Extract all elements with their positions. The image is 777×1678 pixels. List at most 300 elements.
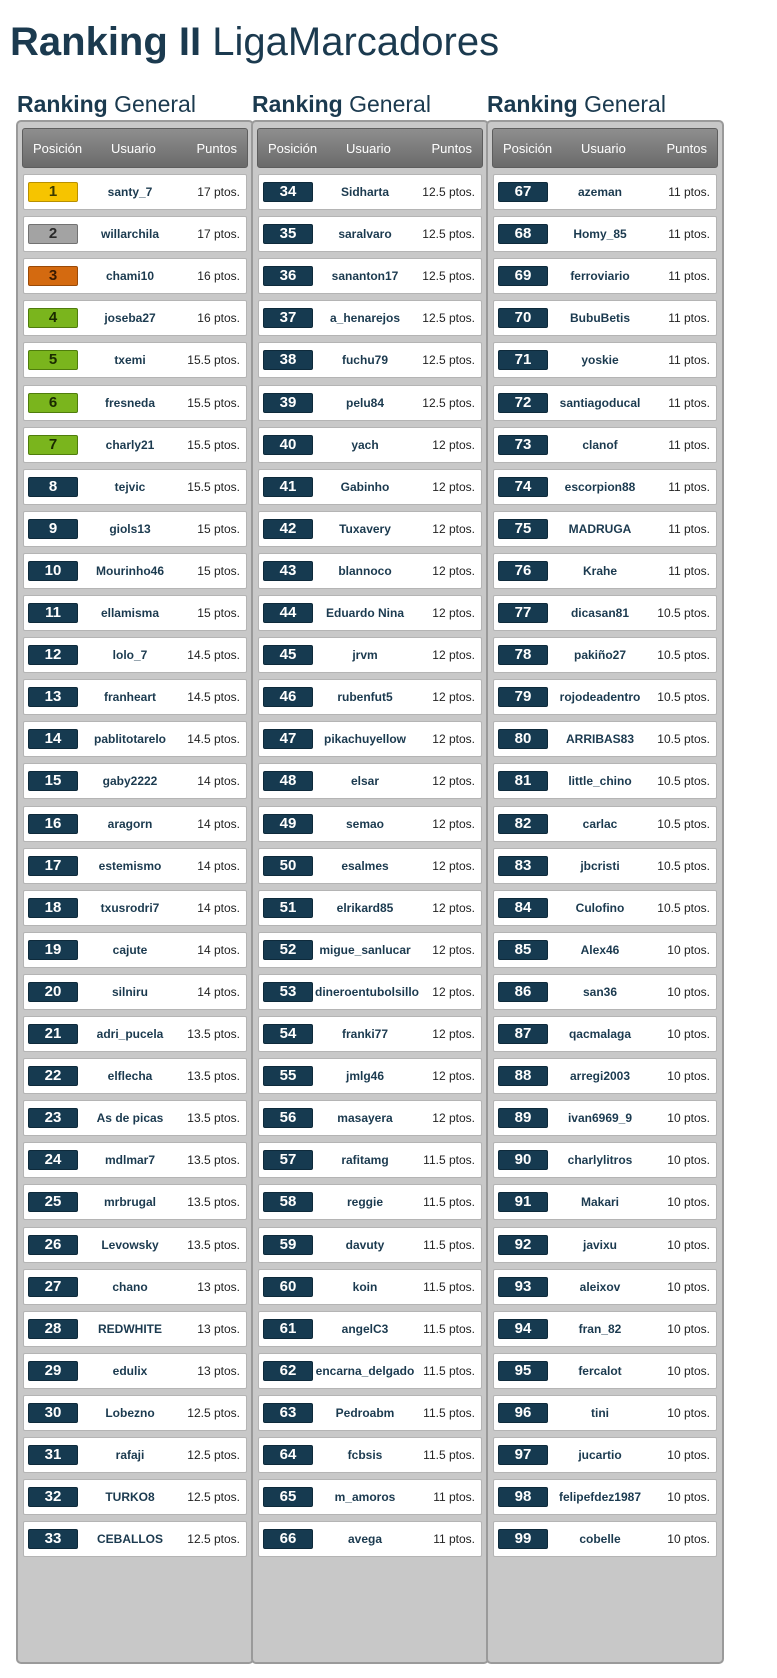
ranking-row — [493, 1311, 717, 1347]
points-value: 12.5 ptos. — [422, 353, 475, 368]
points-value: 14.5 ptos. — [187, 690, 240, 705]
ranking-row — [258, 1479, 482, 1515]
username: gaby2222 — [102, 774, 158, 789]
points-value: 12 ptos. — [432, 479, 475, 494]
username: Lobezno — [105, 1405, 155, 1420]
username: blannoco — [338, 563, 392, 578]
position-badge: 56 — [263, 1108, 313, 1128]
ranking-row — [258, 1395, 482, 1431]
position-badge: 71 — [498, 350, 548, 370]
position-badge: 73 — [498, 435, 548, 455]
ranking-row — [258, 595, 482, 631]
username: cobelle — [579, 1532, 621, 1547]
points-value: 12.5 ptos. — [187, 1448, 240, 1462]
ranking-row — [258, 890, 482, 926]
username: migue_sanlucar — [319, 942, 411, 957]
position-badge: 79 — [498, 687, 548, 707]
ranking-row — [258, 553, 482, 589]
username: Krahe — [582, 563, 617, 578]
ranking-row — [493, 1521, 717, 1557]
ranking-row — [493, 848, 717, 884]
position-badge: 50 — [263, 856, 313, 876]
position-badge: 5 — [28, 350, 78, 370]
ranking-row — [23, 427, 247, 463]
ranking-row — [493, 1353, 717, 1389]
ranking-row — [258, 1016, 482, 1052]
ranking-row — [493, 216, 717, 252]
position-badge: 89 — [498, 1108, 548, 1128]
position-badge: 98 — [498, 1487, 548, 1507]
points-value: 13 ptos. — [197, 1279, 240, 1294]
username: Culofino — [575, 900, 625, 915]
points-value: 13 ptos. — [197, 1363, 240, 1378]
username: dineroentubolsillo — [315, 984, 419, 999]
points-value: 12 ptos. — [432, 942, 475, 957]
username: rafitamg — [341, 1153, 389, 1168]
points-value: 10 ptos. — [667, 1237, 710, 1252]
position-badge: 58 — [263, 1192, 313, 1212]
position-badge: 34 — [263, 182, 313, 202]
header-points: Puntos — [196, 141, 237, 156]
username: elflecha — [107, 1069, 153, 1084]
ranking-row — [493, 1184, 717, 1220]
header-user: Usuario — [346, 141, 391, 156]
position-badge: 85 — [498, 940, 548, 960]
header-position: Posición — [268, 141, 318, 156]
points-value: 15.5 ptos. — [187, 395, 240, 410]
position-badge: 81 — [498, 771, 548, 791]
ranking-row — [493, 342, 717, 378]
points-value: 11 ptos. — [668, 269, 710, 284]
username: koin — [352, 1279, 378, 1294]
ranking-row — [23, 1521, 247, 1557]
ranking-column-3 — [486, 90, 728, 1548]
points-value: 10.5 ptos. — [657, 648, 710, 663]
username: Gabinho — [340, 479, 390, 494]
header-position: Posición — [33, 141, 83, 156]
ranking-row — [493, 721, 717, 757]
position-badge: 78 — [498, 645, 548, 665]
username: MADRUGA — [568, 521, 632, 536]
points-value: 11 ptos. — [668, 227, 710, 242]
ranking-row — [258, 385, 482, 421]
header-points: Puntos — [666, 141, 707, 156]
points-value: 10 ptos. — [667, 984, 710, 999]
ranking-row — [258, 1353, 482, 1389]
points-value: 12.5 ptos. — [422, 311, 475, 326]
position-badge: 36 — [263, 266, 313, 286]
points-value: 15 ptos. — [197, 606, 240, 620]
points-value: 14.5 ptos. — [187, 732, 240, 747]
username: Pedroabm — [335, 1405, 395, 1420]
column-title-rest: General — [114, 91, 196, 117]
points-value: 11 ptos. — [668, 563, 710, 578]
ranking-row — [258, 1521, 482, 1557]
position-badge: 25 — [28, 1192, 78, 1212]
position-badge: 95 — [498, 1361, 548, 1381]
page-title-bold: Ranking II — [10, 20, 202, 64]
username: arregi2003 — [569, 1069, 631, 1084]
column-title — [486, 90, 728, 118]
position-badge: 32 — [28, 1487, 78, 1507]
ranking-row — [23, 1479, 247, 1515]
username: willarchila — [100, 227, 160, 242]
table-header — [22, 128, 248, 168]
ranking-row — [23, 1142, 247, 1178]
column-title-bold: Ranking — [252, 91, 343, 117]
position-badge: 91 — [498, 1192, 548, 1212]
ranking-row — [23, 679, 247, 715]
username: pakiño27 — [573, 648, 627, 663]
position-badge: 88 — [498, 1066, 548, 1086]
points-value: 11 ptos. — [433, 1532, 475, 1547]
points-value: 10 ptos. — [667, 1027, 710, 1041]
ranking-row — [493, 1269, 717, 1305]
ranking-row — [258, 1227, 482, 1263]
position-badge: 8 — [28, 477, 78, 497]
position-badge: 59 — [263, 1235, 313, 1255]
points-value: 13.5 ptos. — [187, 1069, 240, 1084]
ranking-row — [493, 511, 717, 547]
points-value: 10 ptos. — [667, 1195, 710, 1210]
position-badge: 57 — [263, 1150, 313, 1170]
points-value: 12 ptos. — [432, 606, 475, 620]
ranking-row — [23, 469, 247, 505]
username: qacmalaga — [568, 1027, 632, 1041]
column-title — [16, 90, 258, 118]
ranking-row — [493, 427, 717, 463]
username: santy_7 — [107, 185, 153, 199]
position-badge: 18 — [28, 898, 78, 918]
points-value: 14.5 ptos. — [187, 648, 240, 663]
position-badge: 39 — [263, 393, 313, 413]
ranking-row — [23, 721, 247, 757]
position-badge: 87 — [498, 1024, 548, 1044]
position-badge: 75 — [498, 519, 548, 539]
position-badge: 62 — [263, 1361, 313, 1381]
ranking-row — [23, 890, 247, 926]
position-badge: 60 — [263, 1277, 313, 1297]
position-badge: 11 — [28, 603, 78, 623]
position-badge: 41 — [263, 477, 313, 497]
username: cajute — [112, 942, 148, 957]
points-value: 14 ptos. — [197, 858, 240, 873]
position-badge: 77 — [498, 603, 548, 623]
points-value: 10.5 ptos. — [657, 858, 710, 873]
username: yach — [351, 437, 379, 452]
points-value: 10 ptos. — [667, 1069, 710, 1084]
points-value: 15.5 ptos. — [187, 479, 240, 494]
ranking-row — [258, 469, 482, 505]
points-value: 15 ptos. — [197, 521, 240, 536]
points-value: 16 ptos. — [197, 311, 240, 326]
points-value: 10 ptos. — [667, 1153, 710, 1168]
ranking-row — [23, 1058, 247, 1094]
points-value: 12 ptos. — [432, 858, 475, 873]
username: tejvic — [114, 479, 146, 494]
column-title-bold: Ranking — [17, 91, 108, 117]
ranking-row — [258, 1269, 482, 1305]
username: TURKO8 — [105, 1490, 155, 1505]
ranking-row — [258, 721, 482, 757]
ranking-row — [23, 1269, 247, 1305]
points-value: 10.5 ptos. — [657, 690, 710, 705]
position-badge: 13 — [28, 687, 78, 707]
ranking-row — [258, 300, 482, 336]
ranking-row — [23, 1395, 247, 1431]
points-value: 12 ptos. — [432, 521, 475, 536]
points-value: 11 ptos. — [668, 395, 710, 410]
username: carlac — [582, 816, 618, 831]
points-value: 12.5 ptos. — [422, 395, 475, 410]
points-value: 13.5 ptos. — [187, 1195, 240, 1210]
ranking-row — [258, 637, 482, 673]
username: semao — [345, 816, 385, 831]
position-badge: 37 — [263, 308, 313, 328]
ranking-row — [493, 679, 717, 715]
ranking-row — [493, 890, 717, 926]
points-value: 10 ptos. — [667, 1405, 710, 1420]
username: mrbrugal — [103, 1195, 156, 1210]
points-value: 11.5 ptos. — [423, 1363, 475, 1378]
position-badge: 31 — [28, 1445, 78, 1465]
username: Alex46 — [580, 942, 620, 957]
username: davuty — [345, 1237, 385, 1252]
position-badge: 2 — [28, 224, 78, 244]
points-value: 12 ptos. — [432, 900, 475, 915]
username: javixu — [582, 1237, 618, 1252]
points-value: 15.5 ptos. — [187, 437, 240, 452]
points-value: 11.5 ptos. — [423, 1279, 475, 1294]
username: avega — [347, 1532, 383, 1547]
position-badge: 86 — [498, 982, 548, 1002]
position-badge: 24 — [28, 1150, 78, 1170]
position-badge: 52 — [263, 940, 313, 960]
points-value: 10 ptos. — [667, 1321, 710, 1336]
points-value: 10 ptos. — [667, 1532, 710, 1547]
username: estemismo — [98, 858, 162, 873]
position-badge: 96 — [498, 1403, 548, 1423]
username: jbcristi — [580, 858, 620, 873]
ranking-row — [23, 1016, 247, 1052]
position-badge: 47 — [263, 729, 313, 749]
ranking-row — [258, 1100, 482, 1136]
ranking-row — [258, 174, 482, 210]
points-value: 10.5 ptos. — [657, 606, 710, 620]
position-badge: 76 — [498, 561, 548, 581]
points-value: 11.5 ptos. — [423, 1405, 475, 1420]
position-badge: 40 — [263, 435, 313, 455]
points-value: 11 ptos. — [668, 437, 710, 452]
points-value: 11 ptos. — [668, 185, 710, 199]
column-title-bold: Ranking — [487, 91, 578, 117]
header-user: Usuario — [111, 141, 156, 156]
ranking-row — [258, 1437, 482, 1473]
position-badge: 43 — [263, 561, 313, 581]
ranking-row — [258, 932, 482, 968]
ranking-row — [23, 637, 247, 673]
username: fcbsis — [347, 1448, 383, 1462]
ranking-row — [493, 1142, 717, 1178]
position-badge: 35 — [263, 224, 313, 244]
page-title — [10, 14, 499, 70]
header-position: Posición — [503, 141, 553, 156]
ranking-row — [258, 1058, 482, 1094]
username: Mourinho46 — [96, 563, 164, 578]
points-value: 12 ptos. — [432, 732, 475, 747]
position-badge: 48 — [263, 771, 313, 791]
points-value: 12.5 ptos. — [187, 1405, 240, 1420]
ranking-row — [23, 763, 247, 799]
header-points: Puntos — [431, 141, 472, 156]
username: Sidharta — [340, 185, 389, 199]
username: reggie — [346, 1195, 383, 1210]
username: m_amoros — [334, 1490, 396, 1505]
position-badge: 66 — [263, 1529, 313, 1549]
position-badge: 64 — [263, 1445, 313, 1465]
position-badge: 29 — [28, 1361, 78, 1381]
position-badge: 38 — [263, 350, 313, 370]
position-badge: 68 — [498, 224, 548, 244]
ranking-row — [493, 806, 717, 842]
username: franheart — [103, 690, 156, 705]
ranking-row — [493, 385, 717, 421]
ranking-table — [16, 120, 254, 1664]
points-value: 10.5 ptos. — [657, 900, 710, 915]
ranking-row — [258, 258, 482, 294]
username: joseba27 — [104, 311, 156, 326]
position-badge: 51 — [263, 898, 313, 918]
points-value: 10 ptos. — [667, 1448, 710, 1462]
position-badge: 90 — [498, 1150, 548, 1170]
ranking-row — [23, 1353, 247, 1389]
points-value: 12 ptos. — [432, 774, 475, 789]
ranking-row — [23, 300, 247, 336]
position-badge: 1 — [28, 182, 78, 202]
username: jmlg46 — [345, 1069, 384, 1084]
ranking-row — [493, 932, 717, 968]
ranking-row — [23, 1227, 247, 1263]
ranking-row — [493, 1058, 717, 1094]
position-badge: 65 — [263, 1487, 313, 1507]
username: yoskie — [581, 353, 619, 368]
username: As de picas — [96, 1111, 164, 1126]
ranking-row — [23, 974, 247, 1010]
position-badge: 45 — [263, 645, 313, 665]
username: azeman — [577, 185, 623, 199]
points-value: 11.5 ptos. — [423, 1448, 475, 1462]
page-title-rest: LigaMarcadores — [212, 20, 500, 64]
ranking-row — [23, 806, 247, 842]
ranking-row — [23, 553, 247, 589]
username: angelC3 — [341, 1321, 389, 1336]
position-badge: 53 — [263, 982, 313, 1002]
ranking-column-2 — [251, 90, 493, 1548]
position-badge: 15 — [28, 771, 78, 791]
position-badge: 12 — [28, 645, 78, 665]
points-value: 13.5 ptos. — [187, 1237, 240, 1252]
username: silniru — [111, 984, 148, 999]
ranking-row — [258, 427, 482, 463]
points-value: 10 ptos. — [667, 1111, 710, 1126]
points-value: 12.5 ptos. — [422, 227, 475, 242]
username: fercalot — [578, 1363, 622, 1378]
username: BubuBetis — [570, 311, 630, 326]
ranking-row — [23, 216, 247, 252]
username: ellamisma — [100, 606, 160, 620]
position-badge: 28 — [28, 1319, 78, 1339]
ranking-row — [258, 763, 482, 799]
ranking-row — [493, 1100, 717, 1136]
username: jrvm — [352, 648, 378, 663]
username: masayera — [337, 1111, 393, 1126]
username: edulix — [112, 1363, 148, 1378]
points-value: 10.5 ptos. — [657, 774, 710, 789]
username: encarna_delgado — [315, 1363, 415, 1378]
points-value: 12 ptos. — [432, 1069, 475, 1084]
points-value: 17 ptos. — [197, 185, 240, 199]
points-value: 12.5 ptos. — [187, 1532, 240, 1547]
points-value: 12 ptos. — [432, 984, 475, 999]
position-badge: 55 — [263, 1066, 313, 1086]
position-badge: 10 — [28, 561, 78, 581]
column-title — [251, 90, 493, 118]
points-value: 16 ptos. — [197, 269, 240, 284]
position-badge: 9 — [28, 519, 78, 539]
points-value: 12 ptos. — [432, 1111, 475, 1126]
ranking-row — [23, 385, 247, 421]
ranking-row — [258, 1184, 482, 1220]
username: chami10 — [105, 269, 155, 284]
points-value: 11.5 ptos. — [423, 1321, 475, 1336]
points-value: 12 ptos. — [432, 816, 475, 831]
position-badge: 83 — [498, 856, 548, 876]
username: saralvaro — [338, 227, 392, 242]
points-value: 14 ptos. — [197, 900, 240, 915]
username: fran_82 — [578, 1321, 622, 1336]
username: Levowsky — [101, 1237, 159, 1252]
username: Makari — [580, 1195, 620, 1210]
username: fresneda — [104, 395, 156, 410]
points-value: 12.5 ptos. — [187, 1490, 240, 1505]
points-value: 11 ptos. — [668, 353, 710, 368]
ranking-row — [258, 806, 482, 842]
points-value: 12.5 ptos. — [422, 269, 475, 284]
username: pablitotarelo — [93, 732, 166, 747]
username: Homy_85 — [573, 227, 627, 242]
position-badge: 63 — [263, 1403, 313, 1423]
header-user: Usuario — [581, 141, 626, 156]
position-badge: 17 — [28, 856, 78, 876]
position-badge: 84 — [498, 898, 548, 918]
position-badge: 97 — [498, 1445, 548, 1465]
username: clanof — [582, 437, 618, 452]
username: Tuxavery — [339, 521, 391, 536]
ranking-row — [493, 553, 717, 589]
ranking-row — [23, 1311, 247, 1347]
points-value: 11 ptos. — [668, 311, 710, 326]
username: escorpion88 — [564, 479, 636, 494]
points-value: 11.5 ptos. — [423, 1195, 475, 1210]
username: ferroviario — [570, 269, 630, 284]
position-badge: 82 — [498, 814, 548, 834]
points-value: 17 ptos. — [197, 227, 240, 242]
ranking-row — [258, 1311, 482, 1347]
username: lolo_7 — [112, 648, 148, 663]
ranking-row — [258, 1142, 482, 1178]
username: tini — [591, 1405, 609, 1420]
points-value: 11 ptos. — [433, 1490, 475, 1505]
